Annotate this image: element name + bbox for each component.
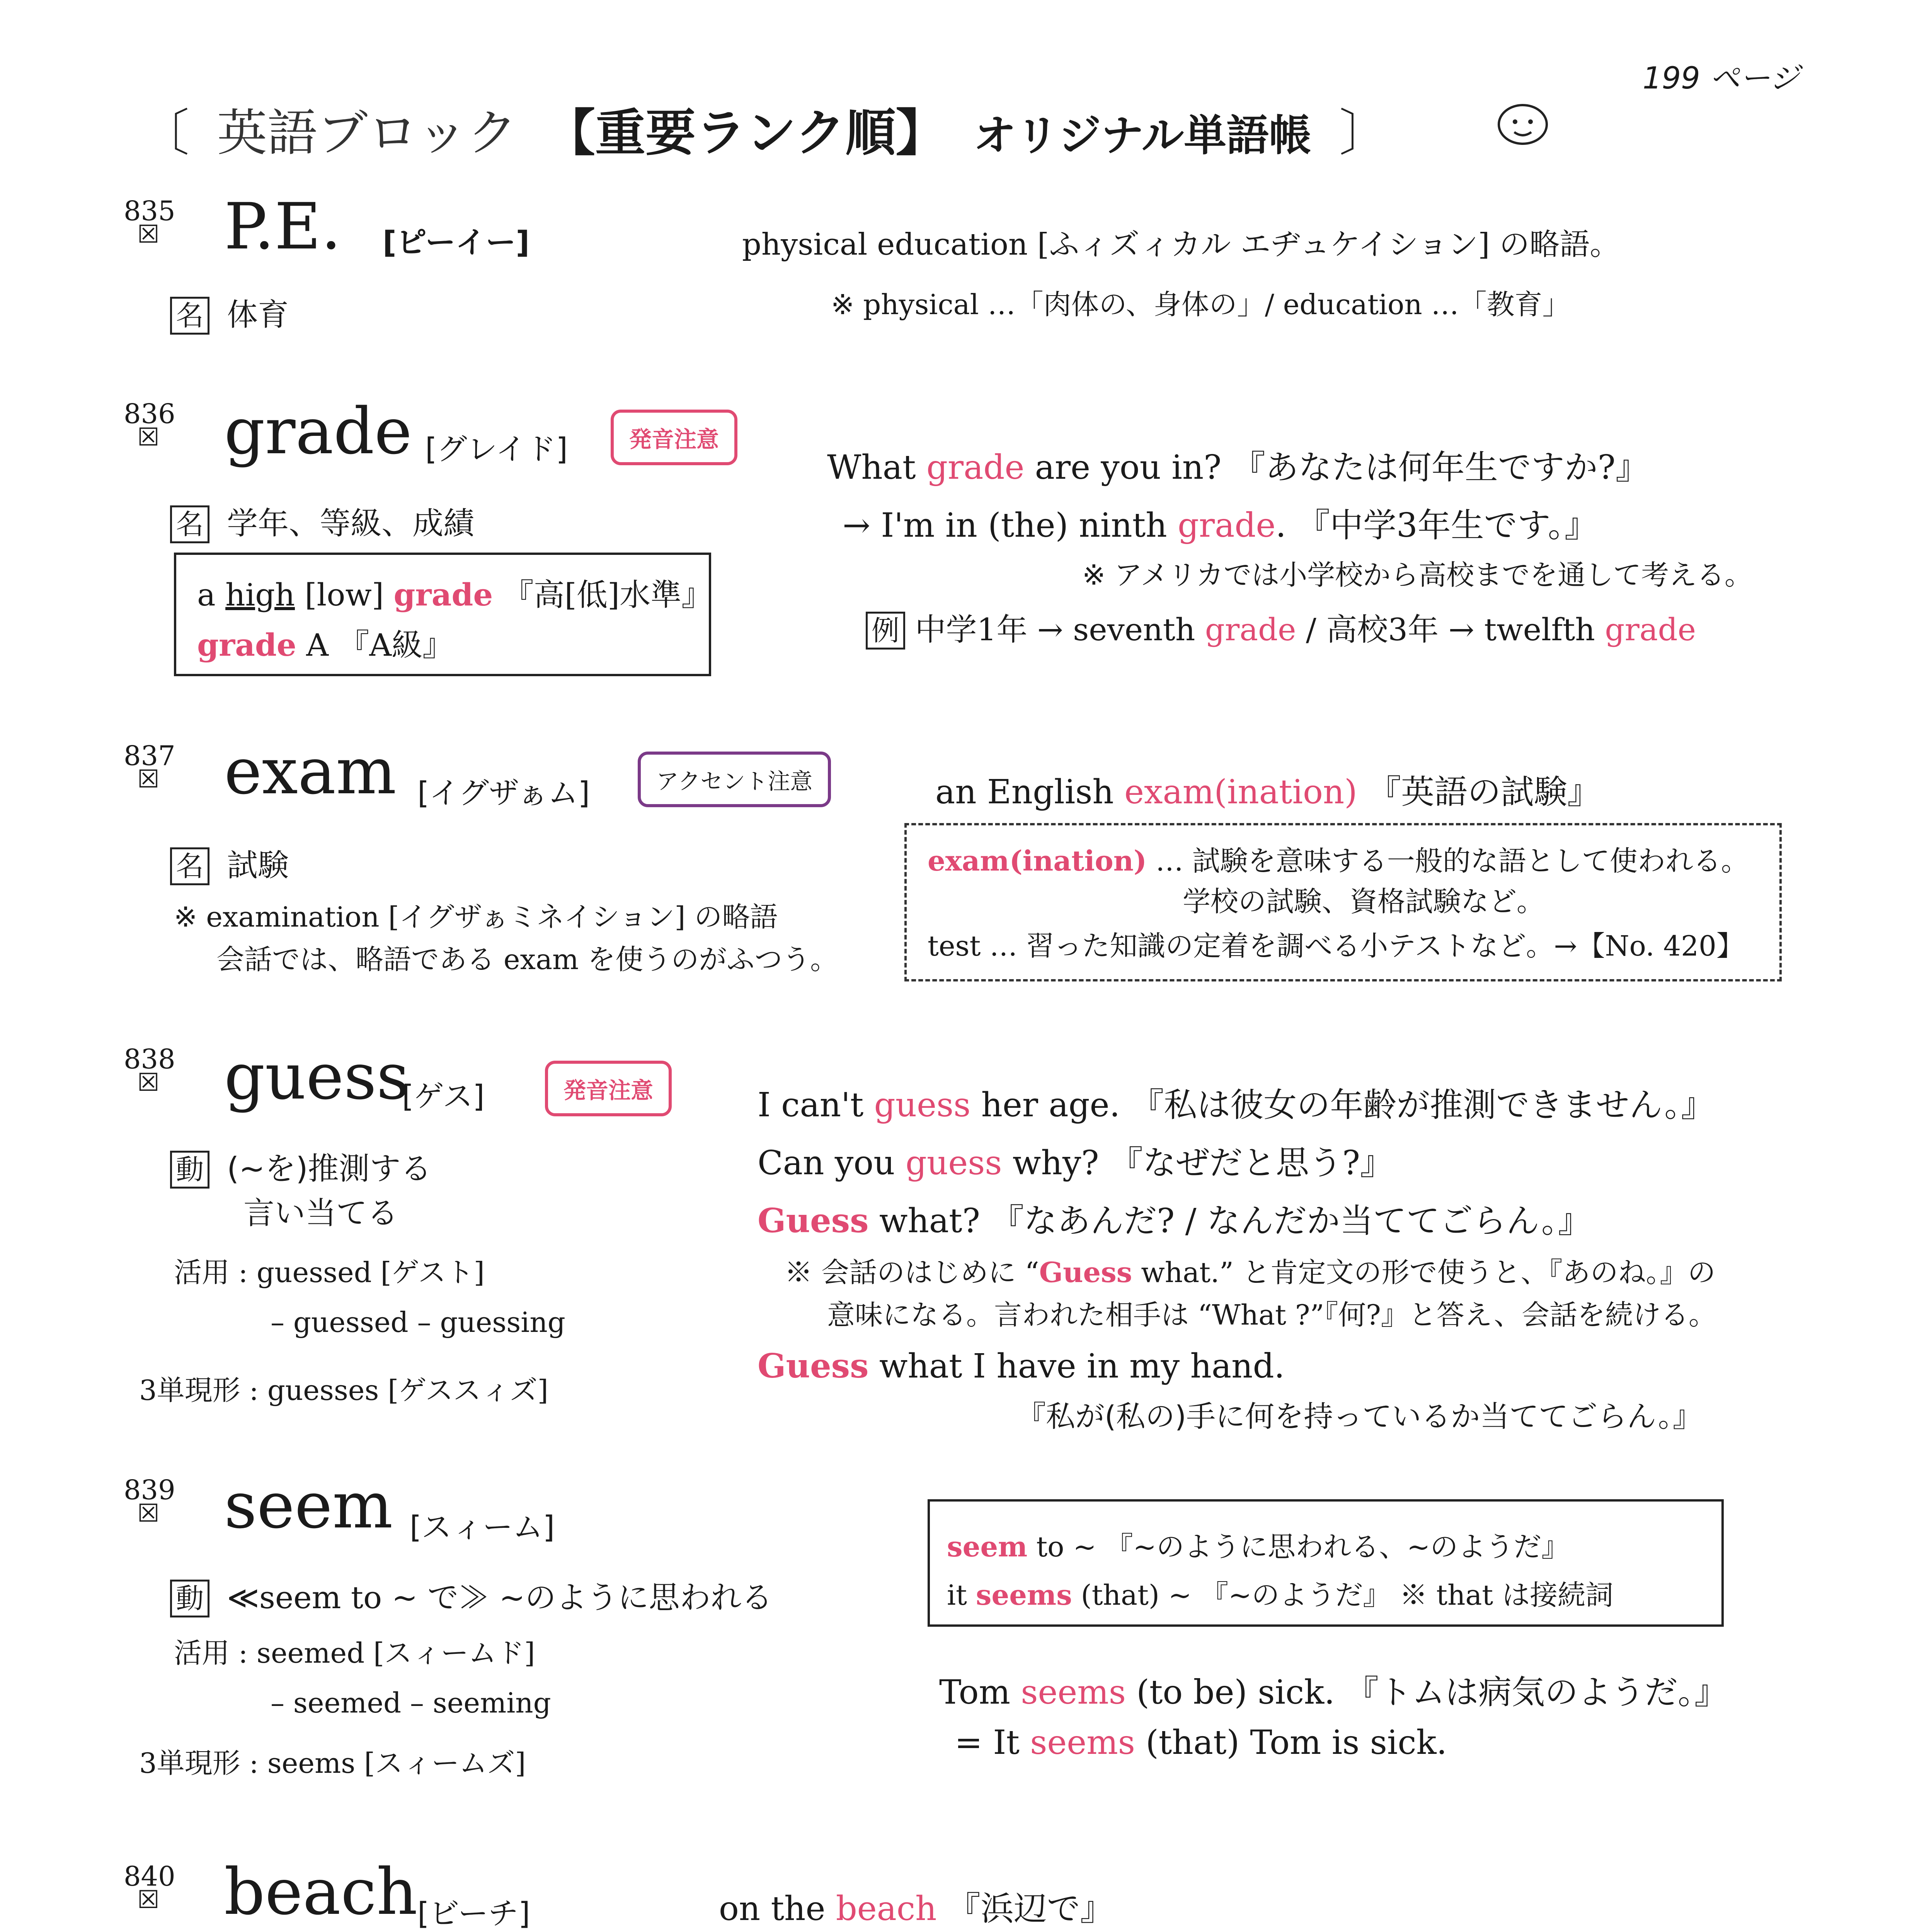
phrase-text: high: [225, 577, 295, 613]
example-line: [758, 1136, 1393, 1184]
meaning: (~を)推測する: [227, 1151, 432, 1187]
usage-text: 学校の試験、資格試験など。: [1183, 885, 1545, 918]
meaning-row: [170, 290, 289, 335]
checkbox-icon[interactable]: ☒: [137, 423, 160, 452]
example-text: on the: [719, 1889, 836, 1928]
example-line: [758, 1078, 1714, 1126]
highlight-word: beach: [836, 1889, 937, 1928]
phrase-text: to ~ 『~のように思われる、~のようだ』: [1027, 1531, 1570, 1563]
highlight-word: guess: [905, 1144, 1002, 1182]
example-line: [939, 1665, 1728, 1713]
highlight-word: grade: [926, 448, 1025, 487]
highlight-word: grade: [1605, 612, 1696, 648]
part-of-speech-badge: 名: [170, 505, 209, 543]
example-text: (that) Tom is sick.: [1135, 1723, 1447, 1762]
highlight-word: grade: [197, 627, 296, 663]
page-title: [139, 93, 1389, 165]
example-text: why? 『なぜだと思う?』: [1002, 1144, 1393, 1182]
entry-number: 838: [124, 1043, 175, 1075]
highlight-word: seems: [976, 1578, 1072, 1611]
headword: P.E.: [224, 189, 341, 264]
example-text: her age. 『私は彼女の年齢が推測できません。』: [970, 1086, 1714, 1124]
title-close-bracket: 〕: [1339, 104, 1389, 162]
highlight-word: Guess: [758, 1201, 869, 1240]
note-text: 会話では、略語である exam を使うのがふつう。: [216, 943, 838, 976]
meaning: 試験: [227, 847, 289, 883]
usage-line: [928, 838, 1749, 879]
original-label: オリジナル単語帳: [973, 111, 1312, 160]
highlight-word: seems: [1021, 1673, 1126, 1712]
headword: guess: [224, 1039, 409, 1114]
entry-number: 839: [124, 1474, 175, 1506]
conjugation: – guessed – guessing: [271, 1306, 565, 1338]
example-text: physical education [ふィズィカル エヂュケイション] の略語。: [742, 227, 1620, 262]
part-of-speech-badge: 動: [170, 1580, 209, 1617]
usage-text: test … 習った知識の定着を調べる小テストなど。→【No. 420】: [928, 930, 1744, 962]
example-text: an English: [935, 773, 1125, 811]
entry-number: 840: [124, 1861, 175, 1892]
example-line: [758, 1194, 1591, 1242]
entry-number: 837: [124, 740, 175, 772]
pronunciation: [スィーム]: [410, 1510, 555, 1545]
phrase-line: [197, 620, 453, 665]
example-text: 中学1年 → seventh: [905, 612, 1205, 648]
meaning: 学年、等級、成績: [227, 505, 475, 541]
part-of-speech-badge: 名: [170, 847, 209, 885]
checkbox-icon[interactable]: ☒: [137, 1886, 160, 1914]
note-text: ※ physical …「肉体の、身体の」/ education …「教育」: [831, 288, 1570, 321]
phrase-line: [947, 1573, 1613, 1613]
example-line: [719, 1882, 1113, 1930]
example-text: (to be) sick. 『トムは病気のようだ。』: [1125, 1673, 1728, 1712]
example-text: are you in? 『あなたは何年生ですか?』: [1024, 448, 1649, 487]
example-text: what? 『なあんだ? / なんだか当ててごらん。』: [868, 1202, 1592, 1240]
pronunciation: [グレイド]: [425, 432, 568, 467]
example-label-badge: 例: [866, 612, 905, 650]
title-open-bracket: 〔: [139, 104, 190, 162]
usage-text: … 試験を意味する一般的な語として使われる。: [1147, 845, 1749, 877]
example-line: [935, 765, 1600, 813]
phrase-text: 『高[低]水準』: [493, 577, 713, 613]
example-text: 『浜辺で』: [936, 1889, 1113, 1928]
meaning-row: [170, 840, 289, 885]
pronunciation: [ピーイー]: [383, 225, 530, 260]
example-text: . 『中学3年生です。』: [1275, 506, 1598, 545]
note-text: ※ examination [イグザぁミネイション] の略語: [174, 901, 778, 933]
headword: seem: [224, 1468, 393, 1543]
meaning: 体育: [227, 297, 289, 333]
highlight-word: exam(ination): [928, 844, 1147, 877]
example-text: I can't: [758, 1086, 874, 1124]
third-person-form: 3単現形 : seems [スィームズ]: [139, 1747, 526, 1779]
meaning: 言い当てる: [243, 1195, 398, 1231]
page-number: 199 ページ: [1643, 61, 1800, 96]
note-text: what.” と肯定文の形で使うと、『あのね。』の: [1132, 1256, 1716, 1289]
pronunciation: [ゲス]: [402, 1079, 485, 1114]
part-of-speech-badge: 名: [170, 297, 209, 335]
example-text: what I have in my hand.: [868, 1347, 1285, 1386]
phrase-text: (that) ~ 『~のようだ』 ※ that は接続詞: [1072, 1579, 1614, 1611]
meaning-row: [170, 1573, 773, 1617]
headword: grade: [224, 394, 412, 468]
phrase-text: [low]: [295, 577, 394, 613]
part-of-speech-badge: 動: [170, 1151, 209, 1189]
example-text: Can you: [758, 1144, 906, 1182]
rank-label: 【重要ランク順】: [545, 104, 946, 162]
highlight-word: seems: [1030, 1723, 1135, 1762]
entry-number: 835: [124, 195, 175, 227]
pronunciation-warning-badge: 発音注意: [545, 1061, 672, 1116]
highlight-word: grade: [1205, 612, 1296, 648]
phrase-line: [197, 570, 712, 614]
highlight-word: seem: [947, 1530, 1028, 1563]
headword: beach: [224, 1855, 418, 1929]
phrase-line: [947, 1524, 1569, 1565]
checkbox-icon[interactable]: ☒: [137, 1068, 160, 1097]
example-line: [758, 1347, 1285, 1386]
highlight-word: Guess: [1039, 1256, 1132, 1289]
entry-number: 836: [124, 398, 175, 430]
checkbox-icon[interactable]: ☒: [137, 1499, 160, 1528]
highlight-word: grade: [393, 577, 493, 613]
example-text: 『英語の試験』: [1357, 773, 1601, 811]
pronunciation: [イグザぁム]: [417, 776, 590, 811]
example-line: [827, 440, 1649, 488]
meaning: ≪seem to ~ で≫ ~のように思われる: [227, 1580, 773, 1616]
example-line: [955, 1723, 1447, 1762]
meaning-row: [170, 498, 474, 543]
phrase-text: a: [197, 577, 226, 613]
pronunciation-warning-badge: 発音注意: [611, 410, 737, 465]
brand-name: 英語ブロック: [217, 104, 518, 162]
example-text: / 高校3年 → twelfth: [1296, 612, 1605, 648]
note-text: 意味になる。言われた相手は “What ?”『何?』と答え、会話を続ける。: [827, 1299, 1717, 1331]
pronunciation: [ビーチ]: [417, 1896, 530, 1931]
accent-warning-badge: アクセント注意: [638, 752, 831, 807]
highlight-word: Guess: [758, 1347, 869, 1386]
meaning-row: [170, 1144, 432, 1189]
translation-text: 『私が(私の)手に何を持っているか当ててごらん。』: [1016, 1399, 1702, 1434]
example-text: → I'm in (the) ninth: [843, 506, 1178, 545]
phrase-text: it: [947, 1579, 976, 1611]
example-text: Tom: [939, 1673, 1021, 1712]
note-line: [785, 1250, 1716, 1290]
note-text: ※ 会話のはじめに “: [785, 1256, 1039, 1289]
example-line: [866, 605, 1696, 650]
smiley-face-icon: [1496, 100, 1550, 147]
conjugation: 活用 : seemed [スィームド]: [174, 1637, 535, 1669]
conjugation: – seemed – seeming: [271, 1687, 551, 1719]
checkbox-icon[interactable]: ☒: [137, 765, 160, 794]
note-text: ※ アメリカでは小学校から高校までを通して考える。: [1082, 559, 1753, 591]
phrase-text: A 『A級』: [296, 627, 454, 663]
highlight-word: exam(ination): [1124, 773, 1357, 811]
highlight-word: grade: [1177, 506, 1276, 545]
third-person-form: 3単現形 : guesses [ゲススィズ]: [139, 1374, 548, 1406]
checkbox-icon[interactable]: ☒: [137, 220, 160, 249]
example-text: What: [827, 448, 926, 487]
example-line: [843, 498, 1598, 546]
example-text: = It: [955, 1723, 1030, 1762]
conjugation: 活用 : guessed [ゲスト]: [174, 1256, 485, 1289]
highlight-word: guess: [874, 1086, 971, 1124]
headword: exam: [224, 734, 397, 808]
